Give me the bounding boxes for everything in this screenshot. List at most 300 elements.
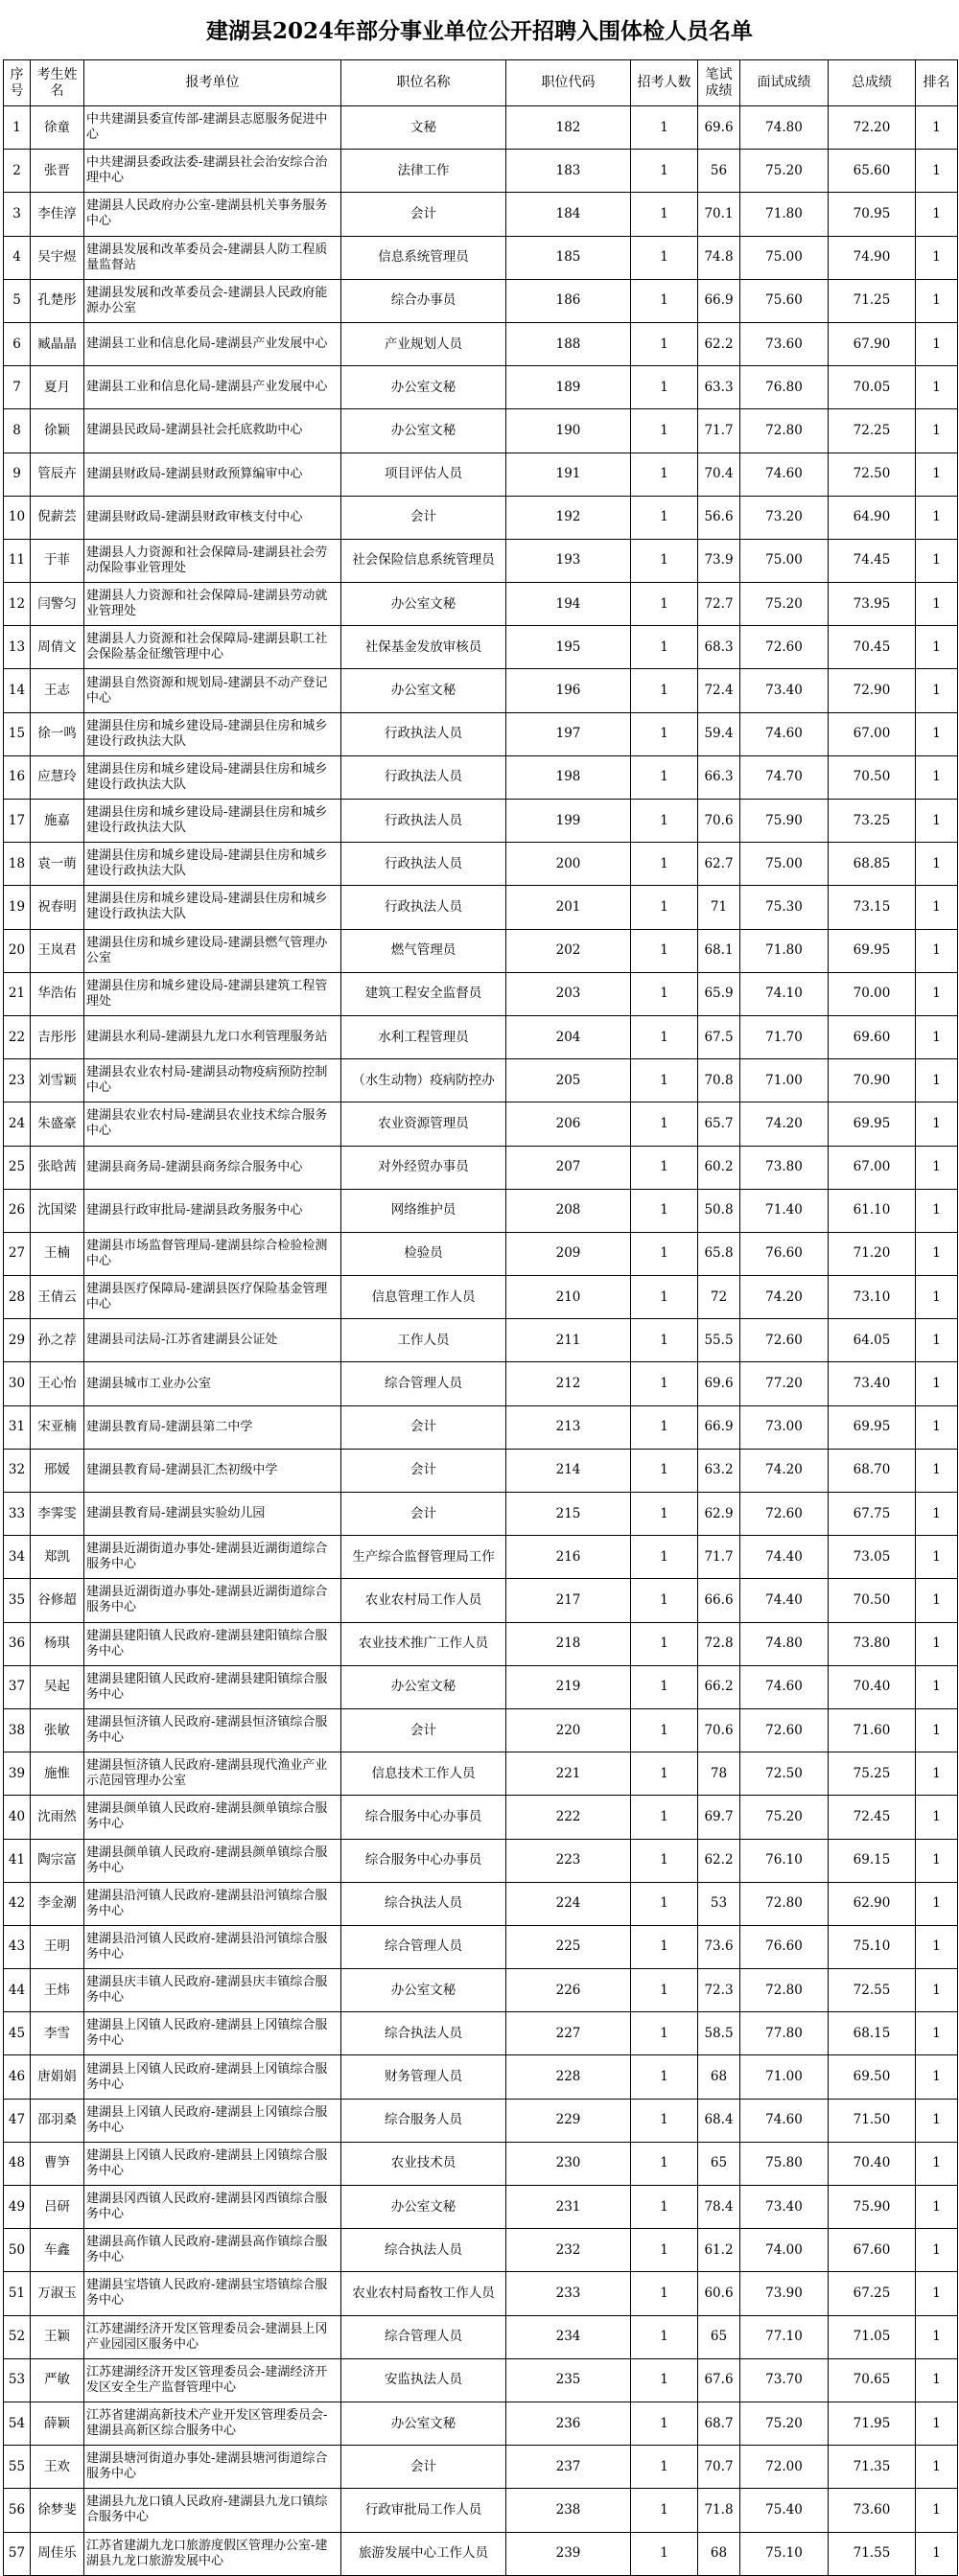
code-cell: 207: [506, 1146, 631, 1189]
rank-cell: 1: [916, 2099, 958, 2142]
seq-cell: 54: [4, 2402, 31, 2445]
code-cell: 236: [506, 2402, 631, 2445]
header-code: 职位代码: [506, 60, 631, 106]
position-cell: 信息管理工作人员: [341, 1276, 506, 1319]
rank-cell: 1: [916, 2272, 958, 2315]
code-cell: 209: [506, 1232, 631, 1275]
seq-cell: 6: [4, 322, 31, 365]
header-interview: 面试成绩: [740, 60, 829, 106]
code-cell: 184: [506, 193, 631, 236]
unit-cell: 建湖县市场监督管理局-建湖县综合检验检测中心: [84, 1232, 341, 1275]
quota-cell: 1: [631, 2402, 698, 2445]
interview-score-cell: 73.40: [740, 669, 829, 712]
interview-score-cell: 76.10: [740, 1839, 829, 1882]
interview-score-cell: 71.70: [740, 1015, 829, 1058]
quota-cell: 1: [631, 1839, 698, 1882]
written-score-cell: 70.1: [698, 193, 740, 236]
quota-cell: 1: [631, 2489, 698, 2532]
table-row: [4, 626, 958, 669]
written-score-cell: 67.6: [698, 2358, 740, 2402]
position-cell: 办公室文秘: [341, 2402, 506, 2445]
interview-score-cell: 71.00: [740, 1059, 829, 1102]
table-row: [4, 1015, 958, 1058]
seq-cell: 36: [4, 1622, 31, 1665]
rank-cell: 1: [916, 322, 958, 365]
unit-cell: 建湖县人力资源和社会保障局-建湖县劳动就业管理处: [84, 583, 341, 626]
seq-cell: 17: [4, 800, 31, 843]
unit-cell: 中共建湖县委政法委-建湖县社会治安综合治理中心: [84, 150, 341, 193]
written-score-cell: 61.2: [698, 2229, 740, 2272]
code-cell: 225: [506, 1925, 631, 1968]
interview-score-cell: 73.40: [740, 2186, 829, 2229]
seq-cell: 24: [4, 1102, 31, 1146]
rank-cell: 1: [916, 2055, 958, 2099]
name-cell: 邵羽桑: [31, 2099, 84, 2142]
written-score-cell: 78: [698, 1752, 740, 1796]
position-cell: 网络维护员: [341, 1189, 506, 1232]
quota-cell: 1: [631, 1536, 698, 1579]
position-cell: 信息技术工作人员: [341, 1752, 506, 1796]
unit-cell: 建湖县发展和改革委员会-建湖县人民政府能源办公室: [84, 279, 341, 322]
name-cell: 祝春明: [31, 886, 84, 929]
rank-cell: 1: [916, 2229, 958, 2272]
quota-cell: 1: [631, 1276, 698, 1319]
total-score-cell: 64.05: [829, 1319, 916, 1362]
written-score-cell: 73.6: [698, 1925, 740, 1968]
position-cell: 检验员: [341, 1232, 506, 1275]
written-score-cell: 68.4: [698, 2099, 740, 2142]
written-score-cell: 73.9: [698, 539, 740, 582]
unit-cell: 建湖县工业和信息化局-建湖县产业发展中心: [84, 366, 341, 409]
quota-cell: 1: [631, 1752, 698, 1796]
quota-cell: 1: [631, 236, 698, 279]
seq-cell: 48: [4, 2142, 31, 2185]
rank-cell: 1: [916, 1708, 958, 1752]
written-score-cell: 68.1: [698, 929, 740, 972]
code-cell: 210: [506, 1276, 631, 1319]
unit-cell: 建湖县住房和城乡建设局-建湖县建筑工程管理处: [84, 972, 341, 1015]
table-row: [4, 1232, 958, 1275]
rank-cell: 1: [916, 1015, 958, 1058]
quota-cell: 1: [631, 2315, 698, 2358]
quota-cell: 1: [631, 1882, 698, 1925]
name-cell: 王欢: [31, 2446, 84, 2489]
name-cell: 王明: [31, 1925, 84, 1968]
unit-cell: 建湖县商务局-建湖县商务综合服务中心: [84, 1146, 341, 1189]
code-cell: 211: [506, 1319, 631, 1362]
quota-cell: 1: [631, 1925, 698, 1968]
code-cell: 206: [506, 1102, 631, 1146]
interview-score-cell: 75.60: [740, 279, 829, 322]
seq-cell: 51: [4, 2272, 31, 2315]
position-cell: 信息系统管理员: [341, 236, 506, 279]
written-score-cell: 62.7: [698, 843, 740, 886]
position-cell: 办公室文秘: [341, 1665, 506, 1708]
written-score-cell: 68.3: [698, 626, 740, 669]
total-score-cell: 73.15: [829, 886, 916, 929]
seq-cell: 18: [4, 843, 31, 886]
written-score-cell: 72.7: [698, 583, 740, 626]
interview-score-cell: 75.00: [740, 843, 829, 886]
written-score-cell: 60.2: [698, 1146, 740, 1189]
seq-cell: 4: [4, 236, 31, 279]
rank-cell: 1: [916, 1622, 958, 1665]
seq-cell: 12: [4, 583, 31, 626]
interview-score-cell: 71.40: [740, 1189, 829, 1232]
written-score-cell: 71.7: [698, 1536, 740, 1579]
name-cell: 车鑫: [31, 2229, 84, 2272]
code-cell: 234: [506, 2315, 631, 2358]
header-unit: 报考单位: [84, 60, 341, 106]
name-cell: 万淑玉: [31, 2272, 84, 2315]
position-cell: 生产综合监督管理局工作: [341, 1536, 506, 1579]
unit-cell: 建湖县建阳镇人民政府-建湖县建阳镇综合服务中心: [84, 1622, 341, 1665]
seq-cell: 55: [4, 2446, 31, 2489]
unit-cell: 建湖县自然资源和规划局-建湖县不动产登记中心: [84, 669, 341, 712]
code-cell: 212: [506, 1362, 631, 1405]
unit-cell: 建湖县教育局-建湖县第二中学: [84, 1405, 341, 1449]
table-row: [4, 2402, 958, 2445]
interview-score-cell: 71.80: [740, 193, 829, 236]
seq-cell: 43: [4, 1925, 31, 1968]
table-row: [4, 409, 958, 453]
code-cell: 193: [506, 539, 631, 582]
seq-cell: 40: [4, 1796, 31, 1839]
table-row: [4, 322, 958, 365]
interview-score-cell: 73.70: [740, 2358, 829, 2402]
name-cell: 徐一鸣: [31, 712, 84, 755]
code-cell: 213: [506, 1405, 631, 1449]
table-row: [4, 1276, 958, 1319]
written-score-cell: 74.8: [698, 236, 740, 279]
name-cell: 施嘉: [31, 800, 84, 843]
interview-score-cell: 74.60: [740, 453, 829, 496]
quota-cell: 1: [631, 1796, 698, 1839]
total-score-cell: 74.45: [829, 539, 916, 582]
quota-cell: 1: [631, 2229, 698, 2272]
rank-cell: 1: [916, 1882, 958, 1925]
table-row: [4, 1146, 958, 1189]
interview-score-cell: 72.60: [740, 626, 829, 669]
seq-cell: 16: [4, 755, 31, 799]
rank-cell: 1: [916, 150, 958, 193]
unit-cell: 建湖县城市工业办公室: [84, 1362, 341, 1405]
table-row: [4, 236, 958, 279]
position-cell: 水利工程管理员: [341, 1015, 506, 1058]
position-cell: 会计: [341, 2446, 506, 2489]
rank-cell: 1: [916, 1189, 958, 1232]
quota-cell: 1: [631, 1362, 698, 1405]
unit-cell: 建湖县工业和信息化局-建湖县产业发展中心: [84, 322, 341, 365]
written-score-cell: 63.2: [698, 1449, 740, 1492]
name-cell: 于菲: [31, 539, 84, 582]
written-score-cell: 65: [698, 2142, 740, 2185]
interview-score-cell: 74.60: [740, 1665, 829, 1708]
unit-cell: 建湖县民政局-建湖县社会托底救助中心: [84, 409, 341, 453]
seq-cell: 44: [4, 1969, 31, 2012]
rank-cell: 1: [916, 106, 958, 150]
unit-cell: 建湖县发展和改革委员会-建湖县人防工程质量监督站: [84, 236, 341, 279]
table-row: [4, 2229, 958, 2272]
written-score-cell: 56.6: [698, 496, 740, 539]
unit-cell: 建湖县沿河镇人民政府-建湖县沿河镇综合服务中心: [84, 1882, 341, 1925]
unit-cell: 建湖县农业农村局-建湖县农业技术综合服务中心: [84, 1102, 341, 1146]
total-score-cell: 67.90: [829, 322, 916, 365]
table-row: [4, 800, 958, 843]
code-cell: 198: [506, 755, 631, 799]
written-score-cell: 68.7: [698, 2402, 740, 2445]
name-cell: 应慧玲: [31, 755, 84, 799]
code-cell: 220: [506, 1708, 631, 1752]
name-cell: 吕研: [31, 2186, 84, 2229]
name-cell: 王志: [31, 669, 84, 712]
header-quota: 招考人数: [631, 60, 698, 106]
quota-cell: 1: [631, 1579, 698, 1622]
position-cell: 综合服务人员: [341, 2099, 506, 2142]
written-score-cell: 72.8: [698, 1622, 740, 1665]
written-score-cell: 72.4: [698, 669, 740, 712]
rank-cell: 1: [916, 1796, 958, 1839]
name-cell: 施惟: [31, 1752, 84, 1796]
written-score-cell: 66.9: [698, 1405, 740, 1449]
quota-cell: 1: [631, 1405, 698, 1449]
position-cell: 会计: [341, 193, 506, 236]
seq-cell: 33: [4, 1493, 31, 1536]
position-cell: 行政审批局工作人员: [341, 2489, 506, 2532]
total-score-cell: 72.90: [829, 669, 916, 712]
total-score-cell: 73.40: [829, 1362, 916, 1405]
position-cell: 农业农村局畜牧工作人员: [341, 2272, 506, 2315]
header-seq: 序号: [4, 60, 31, 106]
total-score-cell: 74.90: [829, 236, 916, 279]
interview-score-cell: 71.00: [740, 2055, 829, 2099]
table-row: [4, 2532, 958, 2575]
seq-cell: 37: [4, 1665, 31, 1708]
table-row: [4, 193, 958, 236]
interview-score-cell: 72.50: [740, 1752, 829, 1796]
code-cell: 182: [506, 106, 631, 150]
quota-cell: 1: [631, 1622, 698, 1665]
written-score-cell: 65.7: [698, 1102, 740, 1146]
position-cell: 行政执法人员: [341, 712, 506, 755]
total-score-cell: 73.80: [829, 1622, 916, 1665]
name-cell: 张晗茜: [31, 1146, 84, 1189]
position-cell: 会计: [341, 1493, 506, 1536]
seq-cell: 20: [4, 929, 31, 972]
interview-score-cell: 73.60: [740, 322, 829, 365]
written-score-cell: 69.6: [698, 1362, 740, 1405]
position-cell: 综合服务中心办事员: [341, 1796, 506, 1839]
interview-score-cell: 73.00: [740, 1405, 829, 1449]
rank-cell: 1: [916, 2186, 958, 2229]
written-score-cell: 71: [698, 886, 740, 929]
code-cell: 230: [506, 2142, 631, 2185]
rank-cell: 1: [916, 193, 958, 236]
unit-cell: 建湖县司法局-江苏省建湖县公证处: [84, 1319, 341, 1362]
table-row: [4, 669, 958, 712]
position-cell: 对外经贸办事员: [341, 1146, 506, 1189]
document-title: 建湖县2024年部分事业单位公开招聘入围体检人员名单: [205, 18, 753, 44]
name-cell: 李霁雯: [31, 1493, 84, 1536]
total-score-cell: 67.00: [829, 712, 916, 755]
table-row: [4, 843, 958, 886]
written-score-cell: 66.2: [698, 1665, 740, 1708]
rank-cell: 1: [916, 929, 958, 972]
total-score-cell: 69.60: [829, 1015, 916, 1058]
code-cell: 221: [506, 1752, 631, 1796]
written-score-cell: 78.4: [698, 2186, 740, 2229]
written-score-cell: 70.6: [698, 800, 740, 843]
name-cell: 闫警匀: [31, 583, 84, 626]
header-position: 职位名称: [341, 60, 506, 106]
code-cell: 232: [506, 2229, 631, 2272]
total-score-cell: 70.00: [829, 972, 916, 1015]
rank-cell: 1: [916, 1839, 958, 1882]
position-cell: 行政执法人员: [341, 755, 506, 799]
position-cell: 办公室文秘: [341, 2186, 506, 2229]
unit-cell: 建湖县住房和城乡建设局-建湖县住房和城乡建设行政执法大队: [84, 712, 341, 755]
name-cell: 邢媛: [31, 1449, 84, 1492]
seq-cell: 46: [4, 2055, 31, 2099]
table-row: [4, 1405, 958, 1449]
code-cell: 227: [506, 2012, 631, 2055]
code-cell: 191: [506, 453, 631, 496]
code-cell: 202: [506, 929, 631, 972]
total-score-cell: 67.25: [829, 2272, 916, 2315]
code-cell: 196: [506, 669, 631, 712]
table-row: [4, 2099, 958, 2142]
position-cell: 行政执法人员: [341, 843, 506, 886]
written-score-cell: 72.3: [698, 1969, 740, 2012]
quota-cell: 1: [631, 453, 698, 496]
table-body: [4, 106, 958, 2576]
interview-score-cell: 74.10: [740, 972, 829, 1015]
total-score-cell: 75.90: [829, 2186, 916, 2229]
quota-cell: 1: [631, 539, 698, 582]
name-cell: 刘雪颖: [31, 1059, 84, 1102]
interview-score-cell: 75.20: [740, 583, 829, 626]
seq-cell: 9: [4, 453, 31, 496]
rank-cell: 1: [916, 539, 958, 582]
total-score-cell: 75.10: [829, 1925, 916, 1968]
seq-cell: 29: [4, 1319, 31, 1362]
interview-score-cell: 75.30: [740, 886, 829, 929]
seq-cell: 56: [4, 2489, 31, 2532]
rank-cell: 1: [916, 972, 958, 1015]
position-cell: 会计: [341, 1405, 506, 1449]
unit-cell: 建湖县上冈镇人民政府-建湖县上冈镇综合服务中心: [84, 2099, 341, 2142]
quota-cell: 1: [631, 712, 698, 755]
position-cell: 财务管理人员: [341, 2055, 506, 2099]
table-row: [4, 366, 958, 409]
position-cell: （水生动物）疫病防控办: [341, 1059, 506, 1102]
written-score-cell: 60.6: [698, 2272, 740, 2315]
seq-cell: 52: [4, 2315, 31, 2358]
table-row: [4, 1752, 958, 1796]
total-score-cell: 71.95: [829, 2402, 916, 2445]
name-cell: 孔楚彤: [31, 279, 84, 322]
code-cell: 204: [506, 1015, 631, 1058]
written-score-cell: 65: [698, 2315, 740, 2358]
interview-score-cell: 75.00: [740, 539, 829, 582]
table-row: [4, 755, 958, 799]
code-cell: 214: [506, 1449, 631, 1492]
interview-score-cell: 72.60: [740, 1708, 829, 1752]
quota-cell: 1: [631, 626, 698, 669]
total-score-cell: 70.90: [829, 1059, 916, 1102]
table-row: [4, 2272, 958, 2315]
table-row: [4, 496, 958, 539]
unit-cell: 建湖县颜单镇人民政府-建湖县颜单镇综合服务中心: [84, 1839, 341, 1882]
quota-cell: 1: [631, 583, 698, 626]
total-score-cell: 71.35: [829, 2446, 916, 2489]
position-cell: 工作人员: [341, 1319, 506, 1362]
code-cell: 231: [506, 2186, 631, 2229]
quota-cell: 1: [631, 1665, 698, 1708]
seq-cell: 2: [4, 150, 31, 193]
unit-cell: 建湖县冈西镇人民政府-建湖县冈西镇综合服务中心: [84, 2186, 341, 2229]
unit-cell: 江苏建湖经济开发区管理委员会-建湖经济开发区安全生产监督管理中心: [84, 2358, 341, 2402]
interview-score-cell: 75.00: [740, 236, 829, 279]
interview-score-cell: 75.20: [740, 2402, 829, 2445]
table-row: [4, 2489, 958, 2532]
total-score-cell: 64.90: [829, 496, 916, 539]
rank-cell: 1: [916, 2358, 958, 2402]
table-row: [4, 2446, 958, 2489]
rank-cell: 1: [916, 1925, 958, 1968]
seq-cell: 26: [4, 1189, 31, 1232]
quota-cell: 1: [631, 843, 698, 886]
unit-cell: 建湖县宝塔镇人民政府-建湖县宝塔镇综合服务中心: [84, 2272, 341, 2315]
code-cell: 188: [506, 322, 631, 365]
unit-cell: 建湖县沿河镇人民政府-建湖县沿河镇综合服务中心: [84, 1925, 341, 1968]
seq-cell: 45: [4, 2012, 31, 2055]
table-row: [4, 1708, 958, 1752]
interview-score-cell: 76.60: [740, 1925, 829, 1968]
name-cell: 陶宗富: [31, 1839, 84, 1882]
unit-cell: 建湖县教育局-建湖县实验幼儿园: [84, 1493, 341, 1536]
position-cell: 社保基金发放审核员: [341, 626, 506, 669]
rank-cell: 1: [916, 2489, 958, 2532]
position-cell: 旅游发展中心工作人员: [341, 2532, 506, 2575]
code-cell: 199: [506, 800, 631, 843]
table-row: [4, 279, 958, 322]
rank-cell: 1: [916, 1449, 958, 1492]
seq-cell: 23: [4, 1059, 31, 1102]
quota-cell: 1: [631, 886, 698, 929]
rank-cell: 1: [916, 886, 958, 929]
total-score-cell: 68.70: [829, 1449, 916, 1492]
code-cell: 224: [506, 1882, 631, 1925]
seq-cell: 38: [4, 1708, 31, 1752]
interview-score-cell: 75.40: [740, 2489, 829, 2532]
written-score-cell: 69.6: [698, 106, 740, 150]
rank-cell: 1: [916, 1579, 958, 1622]
interview-score-cell: 72.80: [740, 1882, 829, 1925]
total-score-cell: 71.25: [829, 279, 916, 322]
total-score-cell: 73.25: [829, 800, 916, 843]
code-cell: 190: [506, 409, 631, 453]
rank-cell: 1: [916, 1665, 958, 1708]
rank-cell: 1: [916, 1319, 958, 1362]
rank-cell: 1: [916, 755, 958, 799]
total-score-cell: 73.10: [829, 1276, 916, 1319]
total-score-cell: 65.60: [829, 150, 916, 193]
code-cell: 237: [506, 2446, 631, 2489]
rank-cell: 1: [916, 583, 958, 626]
table-row: [4, 1189, 958, 1232]
position-cell: 综合管理人员: [341, 2315, 506, 2358]
